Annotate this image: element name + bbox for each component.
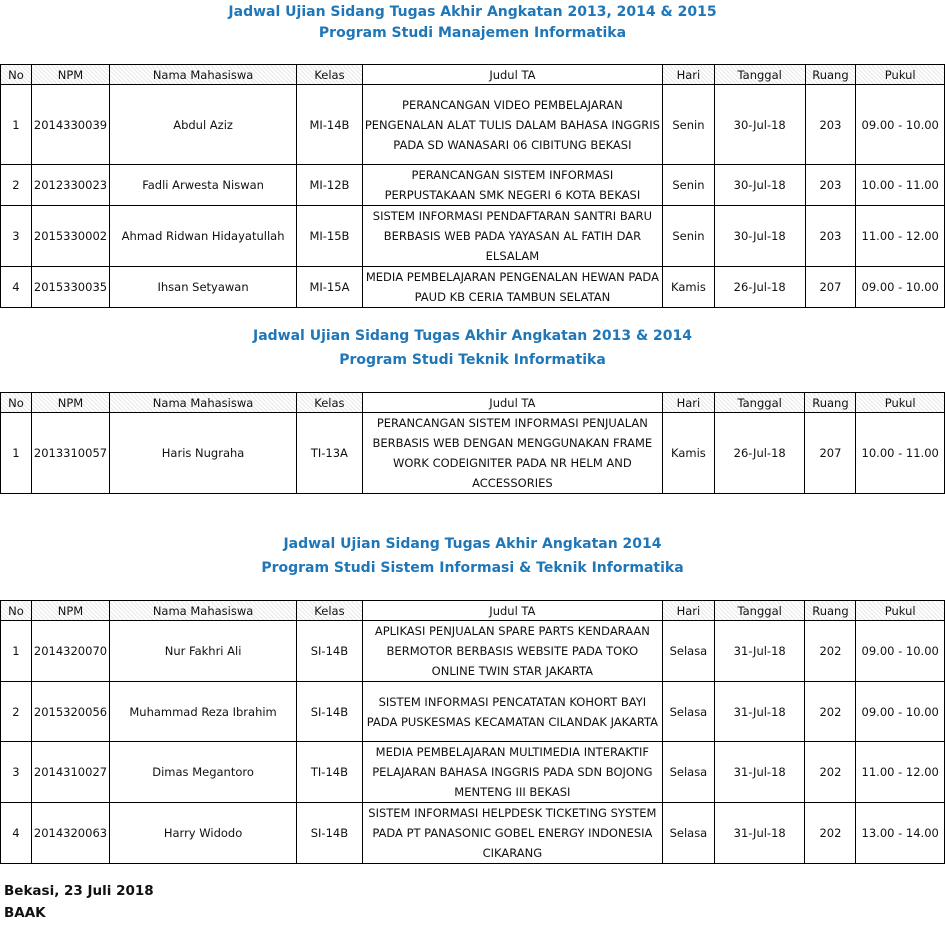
cell-no: 3 <box>1 742 32 803</box>
header-kelas: Kelas <box>297 65 363 85</box>
cell-tanggal: 31-Jul-18 <box>714 803 805 864</box>
table-row <box>1 803 945 864</box>
cell-no: 1 <box>1 85 32 165</box>
cell-tanggal: 30-Jul-18 <box>714 85 805 165</box>
header-npm: NPM <box>31 65 109 85</box>
header-hari: Hari <box>662 393 714 413</box>
header-hari: Hari <box>662 65 714 85</box>
header-kelas: Kelas <box>297 393 363 413</box>
table-row <box>1 267 945 308</box>
cell-pukul: 11.00 - 12.00 <box>856 206 945 267</box>
cell-npm: 2015320056 <box>31 682 109 742</box>
section-3-subtitle: Program Studi Sistem Informasi & Teknik Informatika <box>261 560 684 576</box>
cell-ruang: 203 <box>805 206 856 267</box>
cell-hari: Kamis <box>662 413 714 494</box>
header-ruang: Ruang <box>805 65 856 85</box>
cell-nama: Harry Widodo <box>110 803 297 864</box>
table-row <box>1 206 945 267</box>
cell-pukul: 13.00 - 14.00 <box>856 803 945 864</box>
schedule-table-ti <box>0 392 945 494</box>
cell-kelas: MI-15B <box>297 206 363 267</box>
schedule-table-si <box>0 600 945 864</box>
header-judul: Judul TA <box>362 601 662 621</box>
cell-judul: SISTEM INFORMASI HELPDESK TICKETING SYSTEM PADA PT PANASONIC GOBEL ENERGY INDONESIA CIKARANG <box>362 803 662 864</box>
schedule-table-mi <box>0 64 945 308</box>
cell-nama: Nur Fakhri Ali <box>110 621 297 682</box>
table-header-row <box>1 393 945 413</box>
cell-no: 4 <box>1 803 32 864</box>
table-row <box>1 413 945 494</box>
header-nama: Nama Mahasiswa <box>110 65 297 85</box>
section-3-title: Jadwal Ujian Sidang Tugas Akhir Angkatan 2014 <box>283 536 662 552</box>
cell-no: 3 <box>1 206 32 267</box>
header-judul: Judul TA <box>362 393 662 413</box>
table-row <box>1 742 945 803</box>
header-pukul: Pukul <box>856 393 945 413</box>
header-no: No <box>1 393 32 413</box>
cell-npm: 2013310057 <box>31 413 109 494</box>
section-2-subtitle: Program Studi Teknik Informatika <box>339 352 606 368</box>
header-nama: Nama Mahasiswa <box>110 601 297 621</box>
cell-hari: Selasa <box>662 742 714 803</box>
cell-npm: 2014320063 <box>31 803 109 864</box>
footer-place-date: Bekasi, 23 Juli 2018 <box>4 883 154 899</box>
header-pukul: Pukul <box>856 65 945 85</box>
cell-judul: MEDIA PEMBELAJARAN PENGENALAN HEWAN PADA PAUD KB CERIA TAMBUN SELATAN <box>362 267 662 308</box>
header-ruang: Ruang <box>805 393 856 413</box>
header-judul: Judul TA <box>362 65 662 85</box>
header-nama: Nama Mahasiswa <box>110 393 297 413</box>
cell-no: 1 <box>1 413 32 494</box>
cell-nama: Ahmad Ridwan Hidayatullah <box>110 206 297 267</box>
table-header-row <box>1 601 945 621</box>
cell-ruang: 202 <box>805 621 856 682</box>
cell-hari: Selasa <box>662 621 714 682</box>
header-npm: NPM <box>31 393 109 413</box>
cell-judul: PERANCANGAN SISTEM INFORMASI PERPUSTAKAAN SMK NEGERI 6 KOTA BEKASI <box>362 165 662 206</box>
cell-judul: MEDIA PEMBELAJARAN MULTIMEDIA INTERAKTIF PELAJARAN BAHASA INGGRIS PADA SDN BOJONG MENTENG III BEKASI <box>362 742 662 803</box>
cell-ruang: 202 <box>805 742 856 803</box>
cell-kelas: SI-14B <box>297 803 363 864</box>
cell-npm: 2014310027 <box>31 742 109 803</box>
cell-kelas: MI-12B <box>297 165 363 206</box>
header-ruang: Ruang <box>805 601 856 621</box>
table-row <box>1 621 945 682</box>
cell-tanggal: 26-Jul-18 <box>714 413 805 494</box>
cell-npm: 2015330002 <box>31 206 109 267</box>
header-tanggal: Tanggal <box>714 65 805 85</box>
cell-tanggal: 26-Jul-18 <box>714 267 805 308</box>
header-no: No <box>1 601 32 621</box>
cell-npm: 2014320070 <box>31 621 109 682</box>
header-tanggal: Tanggal <box>714 601 805 621</box>
section-1-title: Jadwal Ujian Sidang Tugas Akhir Angkatan 2013, 2014 & 2015 <box>228 4 717 20</box>
cell-tanggal: 31-Jul-18 <box>714 621 805 682</box>
header-no: No <box>1 65 32 85</box>
cell-ruang: 202 <box>805 682 856 742</box>
table-header-row <box>1 65 945 85</box>
cell-no: 2 <box>1 682 32 742</box>
cell-tanggal: 30-Jul-18 <box>714 165 805 206</box>
cell-pukul: 09.00 - 10.00 <box>856 267 945 308</box>
header-kelas: Kelas <box>297 601 363 621</box>
cell-kelas: SI-14B <box>297 621 363 682</box>
cell-pukul: 09.00 - 10.00 <box>856 621 945 682</box>
cell-ruang: 203 <box>805 165 856 206</box>
cell-npm: 2015330035 <box>31 267 109 308</box>
cell-no: 4 <box>1 267 32 308</box>
cell-no: 1 <box>1 621 32 682</box>
cell-nama: Haris Nugraha <box>110 413 297 494</box>
cell-nama: Ihsan Setyawan <box>110 267 297 308</box>
table-row <box>1 165 945 206</box>
header-tanggal: Tanggal <box>714 393 805 413</box>
header-npm: NPM <box>31 601 109 621</box>
cell-pukul: 10.00 - 11.00 <box>856 165 945 206</box>
cell-ruang: 207 <box>805 267 856 308</box>
cell-kelas: TI-13A <box>297 413 363 494</box>
cell-pukul: 10.00 - 11.00 <box>856 413 945 494</box>
footer-signer: BAAK <box>4 905 46 921</box>
cell-hari: Senin <box>662 165 714 206</box>
cell-kelas: MI-15A <box>297 267 363 308</box>
cell-hari: Senin <box>662 206 714 267</box>
header-pukul: Pukul <box>856 601 945 621</box>
cell-hari: Kamis <box>662 267 714 308</box>
cell-npm: 2012330023 <box>31 165 109 206</box>
cell-pukul: 11.00 - 12.00 <box>856 742 945 803</box>
cell-kelas: TI-14B <box>297 742 363 803</box>
cell-hari: Selasa <box>662 803 714 864</box>
cell-judul: PERANCANGAN VIDEO PEMBELAJARAN PENGENALAN ALAT TULIS DALAM BAHASA INGGRIS PADA SD WANASARI 06 CIBITUNG BEKASI <box>362 85 662 165</box>
cell-judul: SISTEM INFORMASI PENDAFTARAN SANTRI BARU BERBASIS WEB PADA YAYASAN AL FATIH DAR ELSALAM <box>362 206 662 267</box>
cell-tanggal: 30-Jul-18 <box>714 206 805 267</box>
cell-nama: Fadli Arwesta Niswan <box>110 165 297 206</box>
cell-nama: Dimas Megantoro <box>110 742 297 803</box>
cell-kelas: MI-14B <box>297 85 363 165</box>
cell-tanggal: 31-Jul-18 <box>714 682 805 742</box>
cell-pukul: 09.00 - 10.00 <box>856 85 945 165</box>
cell-judul: PERANCANGAN SISTEM INFORMASI PENJUALAN BERBASIS WEB DENGAN MENGGUNAKAN FRAME WORK CODEIGNITER PADA NR HELM AND ACCESSORIES <box>362 413 662 494</box>
table-row <box>1 85 945 165</box>
cell-nama: Muhammad Reza Ibrahim <box>110 682 297 742</box>
cell-judul: APLIKASI PENJUALAN SPARE PARTS KENDARAAN BERMOTOR BERBASIS WEBSITE PADA TOKO ONLINE TWIN STAR JAKARTA <box>362 621 662 682</box>
cell-judul: SISTEM INFORMASI PENCATATAN KOHORT BAYI PADA PUSKESMAS KECAMATAN CILANDAK JAKARTA <box>362 682 662 742</box>
cell-tanggal: 31-Jul-18 <box>714 742 805 803</box>
cell-npm: 2014330039 <box>31 85 109 165</box>
cell-ruang: 203 <box>805 85 856 165</box>
cell-ruang: 207 <box>805 413 856 494</box>
cell-ruang: 202 <box>805 803 856 864</box>
section-1-subtitle: Program Studi Manajemen Informatika <box>318 25 627 41</box>
cell-pukul: 09.00 - 10.00 <box>856 682 945 742</box>
header-hari: Hari <box>662 601 714 621</box>
section-2-title: Jadwal Ujian Sidang Tugas Akhir Angkatan 2013 & 2014 <box>253 328 692 344</box>
cell-kelas: SI-14B <box>297 682 363 742</box>
cell-hari: Senin <box>662 85 714 165</box>
table-row <box>1 682 945 742</box>
cell-nama: Abdul Aziz <box>110 85 297 165</box>
cell-no: 2 <box>1 165 32 206</box>
cell-hari: Selasa <box>662 682 714 742</box>
